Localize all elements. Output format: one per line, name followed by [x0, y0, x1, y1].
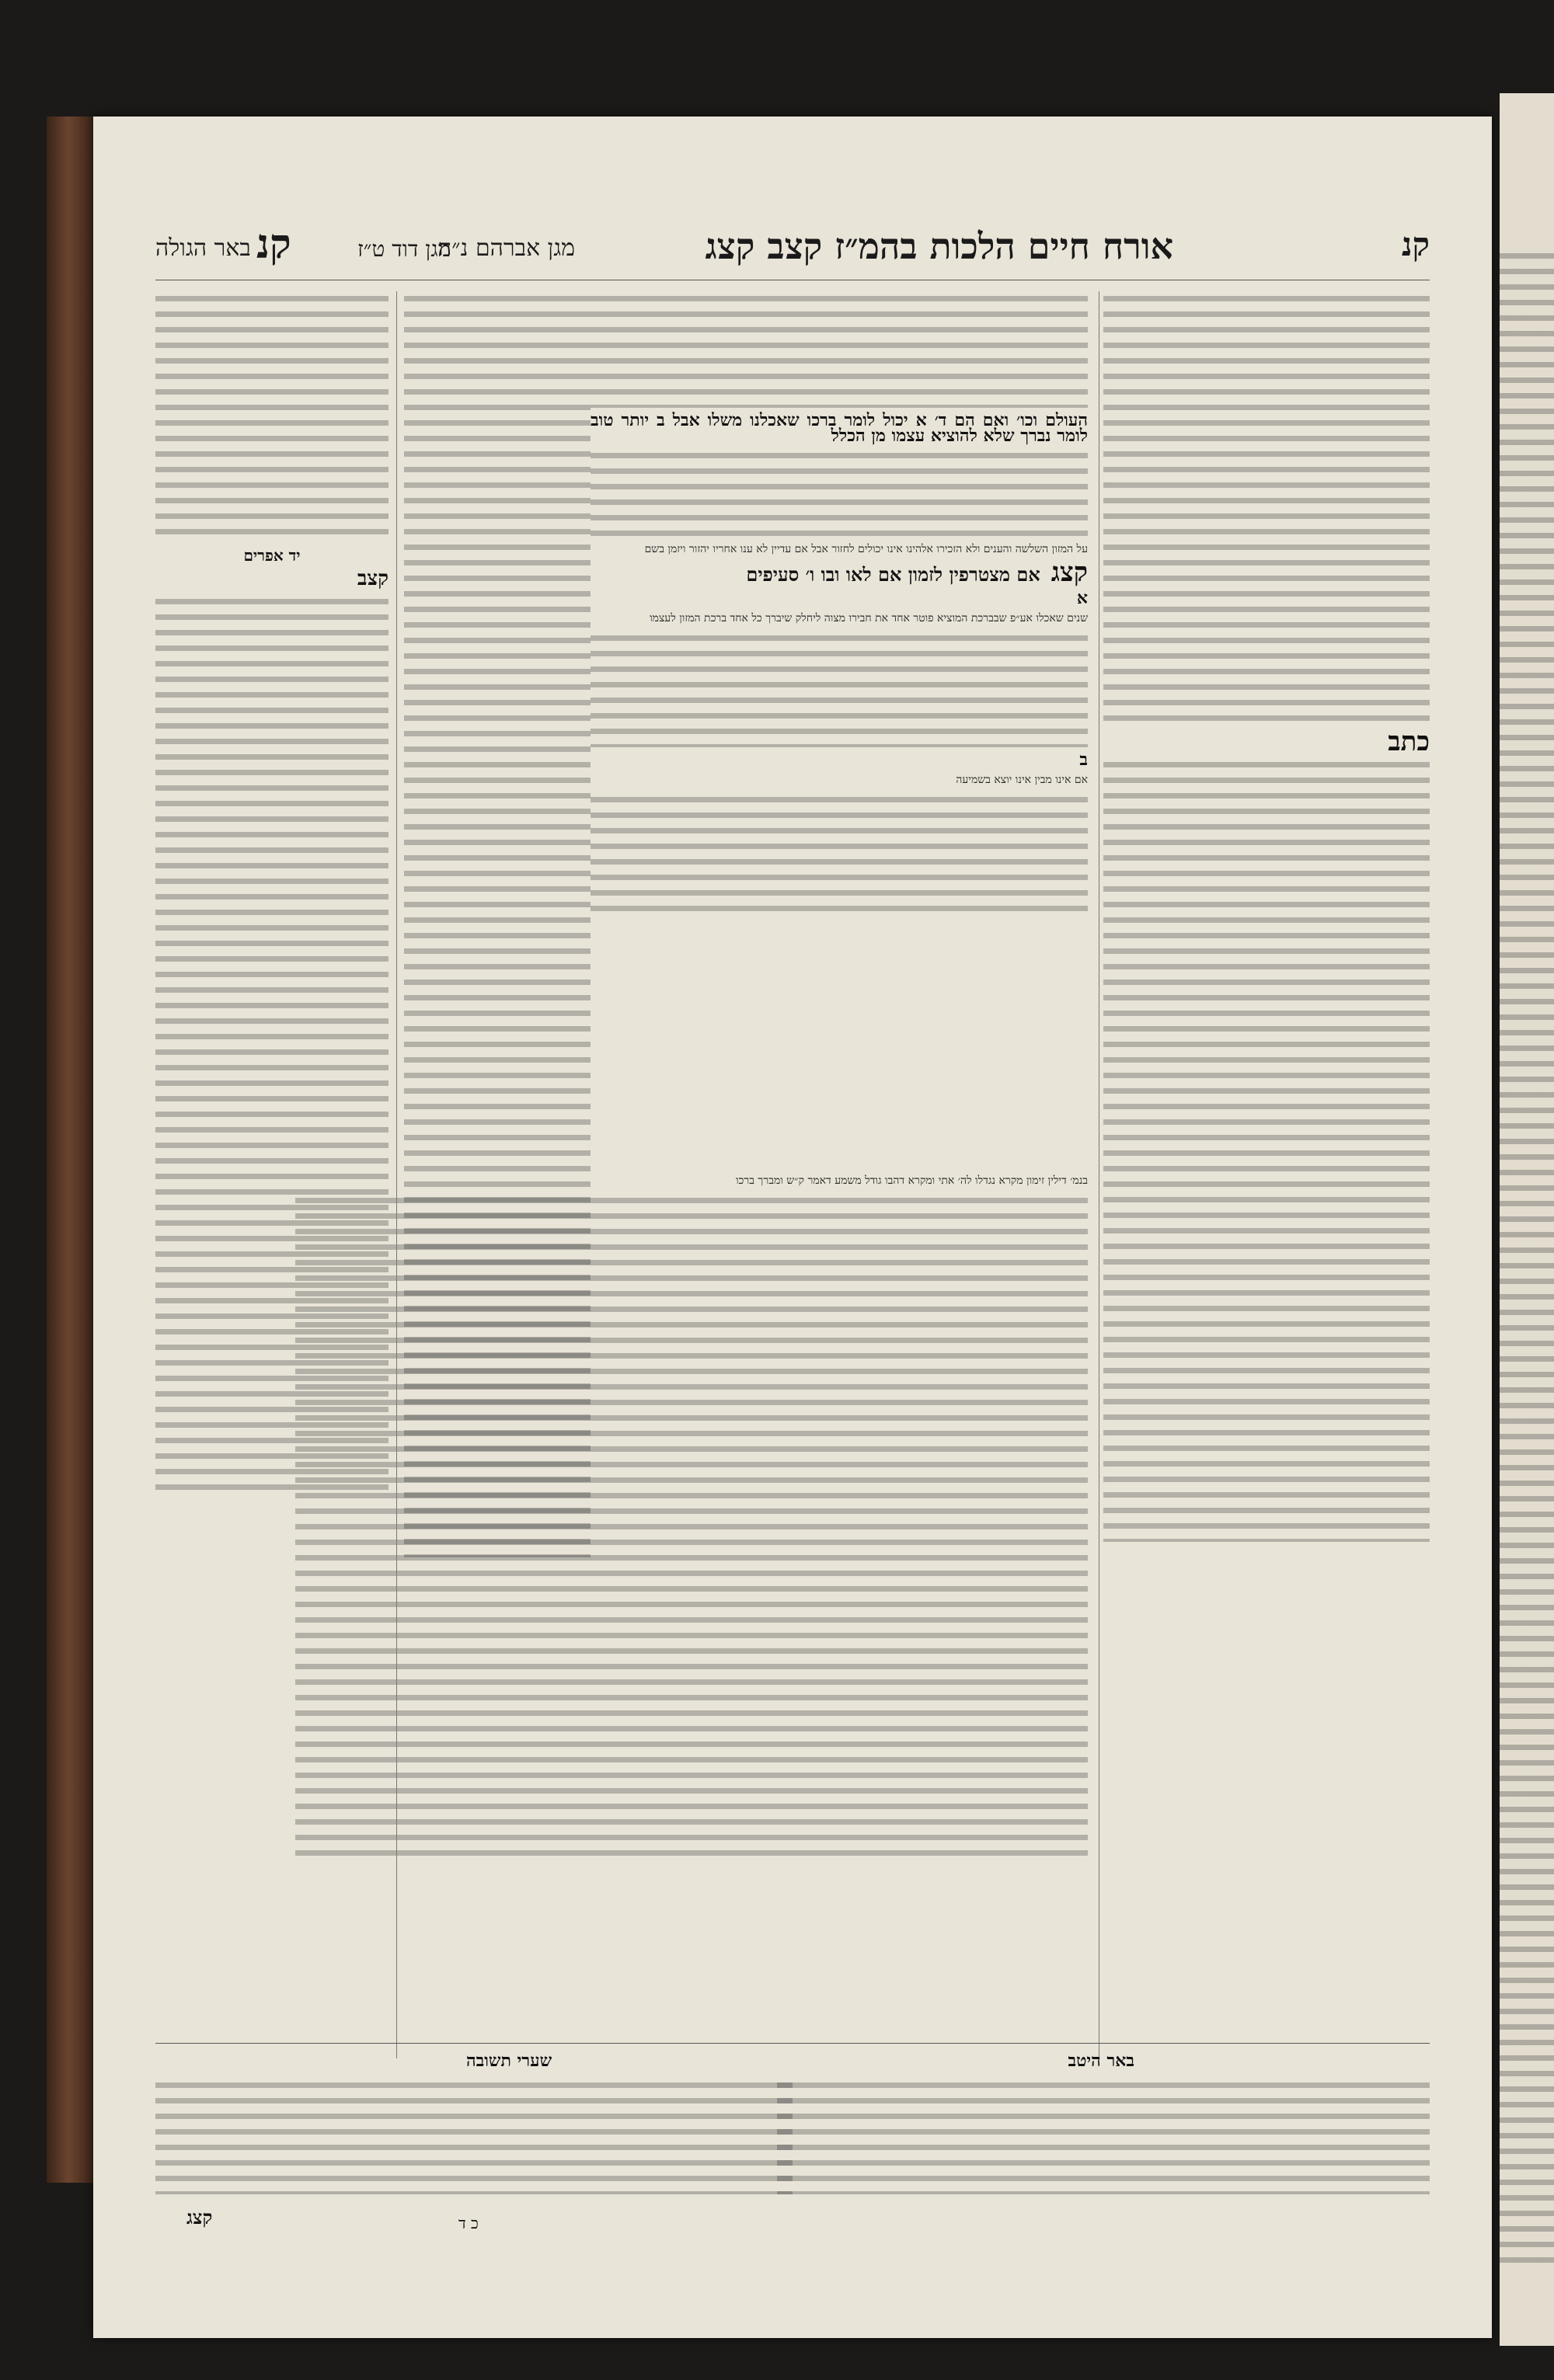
center-lower-text: בנמ׳ דילין זימון מקרא נגדלו לה׳ אתי ומקרא דהבו גודל משמע דאמר ק״ש ומברך ברכו — [735, 1174, 1088, 1187]
beer-heitev-notes — [777, 2078, 1430, 2194]
siman-number: קצג — [1051, 557, 1088, 588]
text-block — [1103, 757, 1430, 1542]
beer-hagolah-label: באר הגולה — [155, 235, 251, 262]
column-rule — [396, 291, 397, 2058]
shaarei-teshuvah-heading: שערי תשובה — [466, 2051, 552, 2071]
right-commentary-column — [1103, 291, 1430, 1557]
siman-heading — [591, 557, 1088, 588]
text-block — [155, 291, 388, 540]
book-page — [93, 117, 1492, 2338]
yad-ephraim-heading: יד אפרים — [243, 546, 301, 565]
page-number: קנ — [1401, 225, 1430, 263]
center-mid-text: על המזון השלשה והענים ולא הזכירו אלהינו אינו יכולים לחזור אבל אם עדיין לא ענו אחריו יהזור ויזמן בשם — [644, 543, 1088, 555]
text-block — [591, 631, 1088, 747]
shaarei-teshuvah-notes — [155, 2078, 793, 2194]
siman-title: אם מצטרפין לזמון אם לאו ובו ו׳ סעיפים — [746, 563, 1040, 586]
header-mark: קנ — [256, 221, 291, 268]
text-block — [777, 2078, 1430, 2194]
seif-b-lead: ב — [1079, 750, 1088, 770]
text-block — [1103, 291, 1430, 726]
bottom-siman-mark: קצג — [186, 2206, 213, 2229]
seif-a-text: שנים שאכלו אע״פ שבברכת המוציא פוטר אחד את חבירו מצוה ליחלק שיברך כל אחד ברכת המזון לעצמו — [650, 612, 1088, 625]
text-block — [1500, 249, 1554, 2268]
center-main-column — [591, 291, 1088, 1161]
center-top-text: העולם וכו׳ ואם הם ד׳ א יכול לומר ברכו שאכלנו משלו אבל ב יותר טוב לומר נברך שלא להוציא עצמו מן הכלל — [591, 410, 1088, 446]
side-siman: קצב — [357, 567, 388, 590]
commentary-label: מגן אברהם נ״ה — [438, 235, 575, 262]
text-block — [295, 1193, 1088, 1861]
text-block — [591, 792, 1088, 917]
center-lower-block — [295, 1173, 1088, 1872]
catchword: כ ד — [458, 2214, 479, 2232]
running-header — [155, 221, 1430, 280]
text-block — [591, 448, 1088, 541]
page-title: אורח חיים הלכות בהמ״ז קצב קצג — [705, 225, 1173, 267]
kotev-heading: כתב — [1388, 726, 1430, 757]
seif-b-text: אם אינו מבין אינו יוצא בשמיעה — [956, 774, 1088, 786]
text-block — [591, 291, 1088, 408]
footnote-rule — [155, 2043, 1430, 2044]
header-folio: מגן דוד ט״ז — [357, 236, 451, 262]
adjacent-page-edge — [1500, 93, 1554, 2346]
seif-a-lead: א — [1076, 588, 1088, 608]
text-block — [155, 2078, 793, 2194]
beer-heitev-heading: באר היטב — [1068, 2051, 1134, 2071]
